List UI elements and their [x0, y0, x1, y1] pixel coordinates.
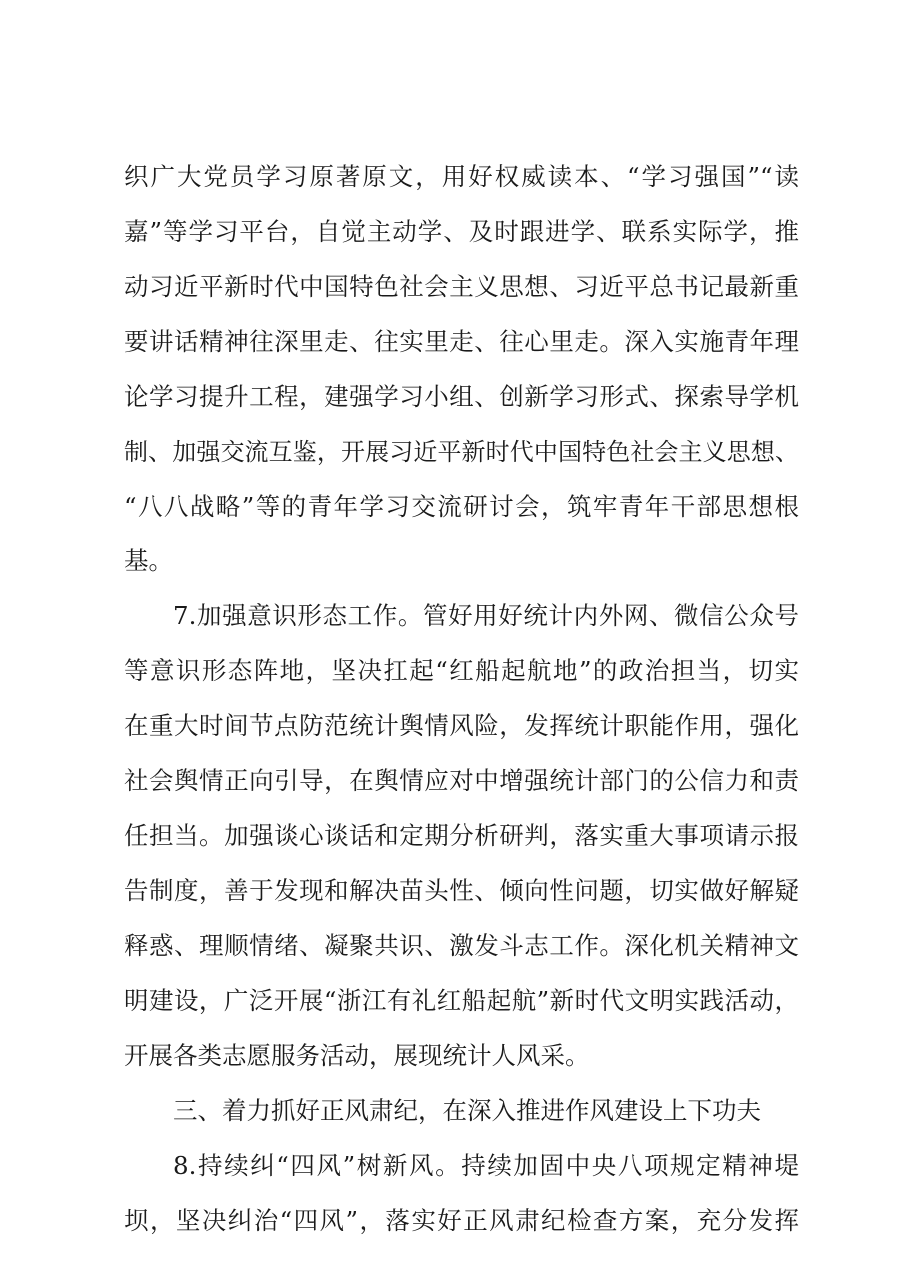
text-line: 动习近平新时代中国特色社会主义思想、习近平总书记最新重	[124, 272, 799, 301]
text-line: 任担当。加强谈心谈话和定期分析研判，落实重大事项请示报	[124, 821, 799, 850]
text-line: 基。	[124, 546, 173, 575]
text-line: 社会舆情正向引导，在舆情应对中增强统计部门的公信力和责	[124, 766, 799, 795]
text-line: 要讲话精神往深里走、往实里走、往心里走。深入实施青年理	[124, 327, 799, 356]
paragraph-8-first-line: 8.持续纠“四风”树新风。持续加固中央八项规定精神堤	[173, 1151, 799, 1180]
paragraph-7-first-line: 7.加强意识形态工作。管好用好统计内外网、微信公众号	[173, 601, 799, 630]
text-line: 嘉”等学习平台，自觉主动学、及时跟进学、联系实际学，推	[124, 217, 799, 246]
text-line: 坝，坚决纠治“四风”，落实好正风肃纪检查方案，充分发挥	[124, 1206, 799, 1235]
text-line: 在重大时间节点防范统计舆情风险，发挥统计职能作用，强化	[124, 711, 799, 740]
text-line: 明建设，广泛开展“浙江有礼红船起航”新时代文明实践活动，	[124, 986, 799, 1015]
text-line: 开展各类志愿服务活动，展现统计人风采。	[124, 1041, 590, 1070]
text-line: 制、加强交流互鉴，开展习近平新时代中国特色社会主义思想、	[124, 438, 799, 466]
text-line: 论学习提升工程，建强学习小组、创新学习形式、探索导学机	[124, 382, 799, 411]
text-line: 释惑、理顺情绪、凝聚共识、激发斗志工作。深化机关精神文	[124, 931, 799, 960]
text-line: 告制度，善于发现和解决苗头性、倾向性问题，切实做好解疑	[124, 876, 799, 905]
text-line: “八八战略”等的青年学习交流研讨会，筑牢青年干部思想根	[124, 492, 799, 521]
section-heading: 三、着力抓好正风肃纪，在深入推进作风建设上下功夫	[173, 1096, 761, 1125]
text-line: 等意识形态阵地，坚决扛起“红船起航地”的政治担当，切实	[124, 656, 799, 685]
text-line: 织广大党员学习原著原文，用好权威读本、“学习强国”“读	[124, 162, 799, 191]
